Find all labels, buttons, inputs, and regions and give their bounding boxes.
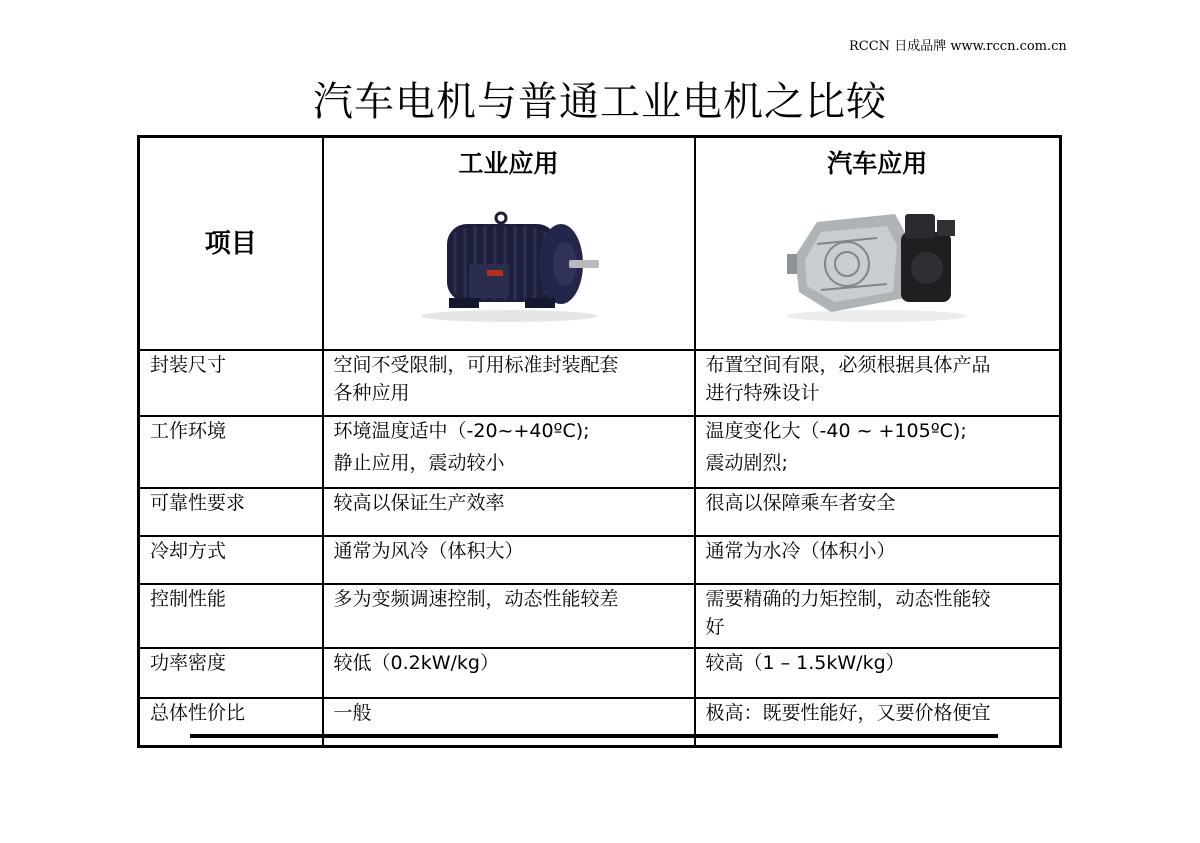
header-item: 项目 — [139, 137, 323, 351]
row-label: 封装尺寸 — [139, 350, 323, 416]
cell-text: 通常为水冷（体积小） — [705, 540, 896, 562]
cell-text: 多为变频调速控制，动态性能较差 — [333, 588, 619, 610]
automotive-cell — [695, 350, 1061, 416]
page-title: 汽车电机与普通工业电机之比较 — [313, 79, 887, 125]
cell-text: 静止应用，震动较小 — [333, 452, 505, 474]
automotive-cell — [695, 488, 1061, 536]
cell-text: 好 — [705, 616, 725, 638]
row-label: 可靠性要求 — [139, 488, 323, 536]
industrial-cell — [323, 488, 695, 536]
cell-text: 很高以保障乘车者安全 — [705, 492, 896, 514]
header-industrial-label: 工业应用 — [458, 149, 559, 178]
cell-text: 较高（1 – 1.5kW/kg） — [705, 652, 905, 674]
cell-text: 布置空间有限，必须根据具体产品 — [705, 354, 991, 376]
automotive-cell — [695, 648, 1061, 698]
cell-text: 一般 — [333, 702, 372, 724]
industrial-cell — [323, 416, 695, 488]
cell-text: 通常为风冷（体积大） — [333, 540, 524, 562]
cell-text: 空间不受限制，可用标准封装配套 — [333, 354, 619, 376]
row-label: 总体性价比 — [139, 698, 323, 747]
table-row — [139, 416, 1061, 488]
cell-text: 震动剧烈; — [705, 452, 788, 474]
table-header-row — [139, 137, 1061, 351]
automotive-motor-image — [777, 194, 977, 324]
row-label: 控制性能 — [139, 584, 323, 648]
automotive-cell — [695, 584, 1061, 648]
footer-rule — [190, 734, 998, 738]
row-label: 功率密度 — [139, 648, 323, 698]
industrial-cell — [323, 698, 695, 747]
automotive-cell — [695, 698, 1061, 747]
table-row — [139, 648, 1061, 698]
table-row — [139, 488, 1061, 536]
automotive-cell — [695, 536, 1061, 584]
cell-text: 需要精确的力矩控制，动态性能较 — [705, 588, 991, 610]
industrial-cell — [323, 648, 695, 698]
industrial-cell — [323, 584, 695, 648]
industrial-cell — [323, 536, 695, 584]
cell-text: 各种应用 — [333, 382, 410, 404]
brand-header: RCCN 日成品牌 www.rccn.com.cn — [849, 39, 1067, 54]
cell-text: 温度变化大（-40 ~ +105ºC); — [705, 420, 967, 442]
table-row — [139, 536, 1061, 584]
cell-text: 极高：既要性能好，又要价格便宜 — [705, 702, 991, 724]
row-label: 工作环境 — [139, 416, 323, 488]
table-row — [139, 584, 1061, 648]
industrial-motor-image — [409, 194, 609, 324]
table-row — [139, 698, 1061, 747]
cell-text: 环境温度适中（-20~+40ºC); — [333, 420, 590, 442]
header-automotive-label: 汽车应用 — [827, 149, 928, 178]
header-industrial — [323, 137, 695, 351]
automotive-cell — [695, 416, 1061, 488]
comparison-table — [137, 135, 1062, 748]
cell-text: 进行特殊设计 — [705, 382, 820, 404]
row-label: 冷却方式 — [139, 536, 323, 584]
header-automotive — [695, 137, 1061, 351]
cell-text: 较低（0.2kW/kg） — [333, 652, 499, 674]
cell-text: 较高以保证生产效率 — [333, 492, 505, 514]
industrial-cell — [323, 350, 695, 416]
table-row — [139, 350, 1061, 416]
